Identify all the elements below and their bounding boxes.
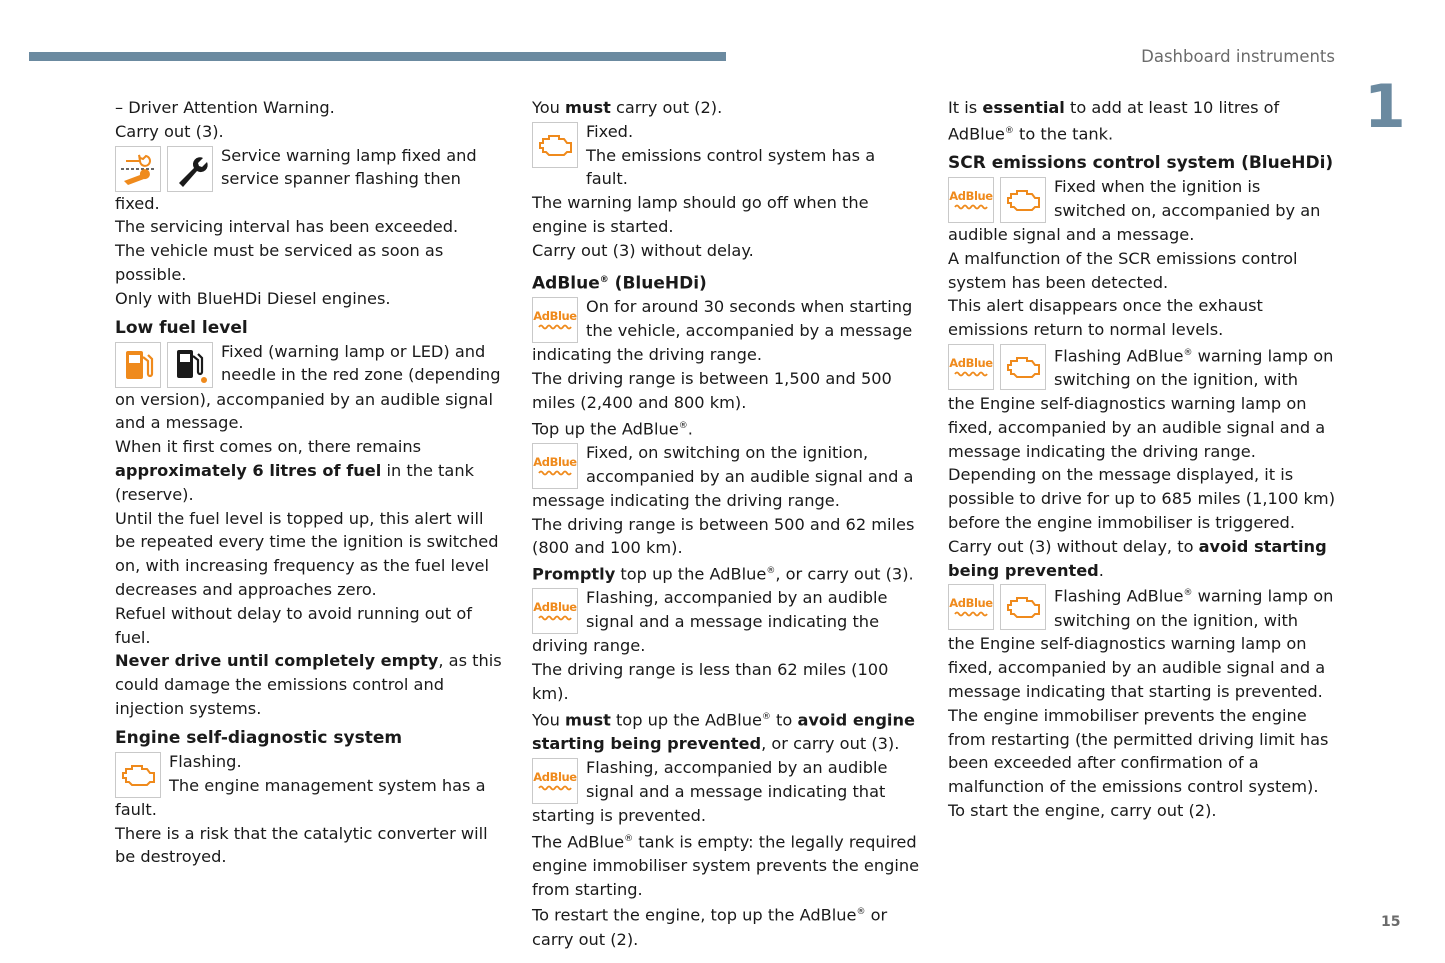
heading-adblue: AdBlue® (BlueHDi) xyxy=(532,273,707,294)
paragraph: The driving range is between 500 and 62 miles (800 and 100 km). xyxy=(532,514,915,558)
paragraph: Only with BlueHDi Diesel engines. xyxy=(115,288,391,308)
paragraph: fixed. xyxy=(115,193,160,213)
adblue-icon: AdBlue xyxy=(532,588,578,634)
paragraph: The AdBlue® tank is empty: the legally required engine immobiliser system prevents the engine from starting. xyxy=(532,831,920,899)
adblue-flashing-range-block xyxy=(532,586,922,634)
adblue-icon: AdBlue xyxy=(532,443,578,489)
paragraph: The engine immobiliser prevents the engine from restarting (the permitted driving limit has been exceeded after confirmation of a malfunction of the emissions control system). xyxy=(948,705,1329,797)
adblue-engine-range-block xyxy=(948,342,1338,392)
paragraph: the Engine self-diagnostics warning lamp on fixed, accompanied by an audible signal and a message indicating that starting is prevented. xyxy=(948,634,1326,701)
paragraph: Top up the AdBlue®. xyxy=(532,419,693,439)
paragraph: The warning lamp should go off when the engine is started. xyxy=(532,193,869,236)
paragraph: The driving range is between 1,500 and 500 miles (2,400 and 800 km). xyxy=(532,369,892,412)
engine-warning-icon xyxy=(1000,584,1046,630)
paragraph: A malfunction of the SCR emissions control system has been detected. xyxy=(948,248,1298,292)
paragraph: starting is prevented. xyxy=(532,805,707,825)
paragraph: the vehicle, accompanied by a message xyxy=(586,321,913,341)
paragraph: Fixed (warning lamp or LED) and xyxy=(221,341,486,361)
column-3 xyxy=(948,96,1338,823)
paragraph: There is a risk that the catalytic converter will be destroyed. xyxy=(115,823,488,867)
paragraph: Flashing, accompanied by an audible xyxy=(586,588,888,608)
adblue-icon: AdBlue xyxy=(948,584,994,630)
heading-engine-self-diagnostic: Engine self-diagnostic system xyxy=(115,727,403,748)
paragraph: Carry out (3) without delay. xyxy=(532,240,754,260)
fuel-pump-icon xyxy=(115,342,161,388)
paragraph: You must top up the AdBlue® to avoid engine starting being prevented, or carry out (3). xyxy=(532,710,915,753)
paragraph: Refuel without delay to avoid running out of fuel. xyxy=(115,603,473,647)
paragraph: The engine management system has a xyxy=(169,775,486,795)
adblue-icon: AdBlue xyxy=(532,297,578,343)
paragraph: It is essential to add at least 10 litres of AdBlue® to the tank. xyxy=(948,98,1280,144)
paragraph: fault. xyxy=(115,799,157,819)
low-fuel-block xyxy=(115,340,505,388)
paragraph: The driving range is less than 62 miles (100 km). xyxy=(532,660,889,703)
paragraph: Never drive until completely empty, as this could damage the emissions control and injection systems. xyxy=(115,651,502,718)
paragraph: accompanied by an audible signal and a xyxy=(586,466,914,486)
paragraph: Service warning lamp fixed and xyxy=(221,145,477,165)
service-warning-block xyxy=(115,144,505,192)
engine-fault-block xyxy=(115,750,505,798)
section-title: Dashboard instruments xyxy=(1141,47,1335,66)
paragraph: signal and a message indicating that xyxy=(586,781,886,801)
paragraph: To restart the engine, top up the AdBlue® or carry out (2). xyxy=(532,905,888,949)
column-1 xyxy=(115,96,505,869)
fuel-pump-led-icon xyxy=(167,342,213,388)
paragraph: Fixed. xyxy=(586,121,634,141)
chapter-number: 1 xyxy=(1364,72,1406,142)
paragraph: Depending on the message displayed, it is possible to drive for up to 685 miles (1,100 km) before the engine immobiliser is triggered. xyxy=(948,465,1336,532)
column-2 xyxy=(532,96,922,951)
service-spanner-icon xyxy=(167,146,213,192)
service-warning-icon xyxy=(115,146,161,192)
paragraph: The vehicle must be serviced as soon as possible. xyxy=(115,241,444,284)
adblue-engine-prevented-block xyxy=(948,582,1338,632)
paragraph: Flashing. xyxy=(169,751,242,771)
paragraph: Flashing, accompanied by an audible xyxy=(586,757,888,777)
paragraph: Carry out (3) without delay, to avoid starting being prevented. xyxy=(948,536,1327,580)
engine-warning-icon xyxy=(115,752,161,798)
paragraph: Flashing AdBlue® warning lamp on xyxy=(1054,586,1334,606)
paragraph: message indicating the driving range. xyxy=(532,490,840,510)
paragraph: the Engine self-diagnostics warning lamp on fixed, accompanied by an audible signal and a message indicating the driving range. xyxy=(948,393,1326,461)
adblue-icon: AdBlue xyxy=(532,758,578,804)
paragraph: – Driver Attention Warning. xyxy=(115,98,335,117)
engine-warning-icon xyxy=(1000,344,1046,390)
emissions-fault-block xyxy=(532,120,922,191)
heading-scr-emissions: SCR emissions control system (BlueHDi) xyxy=(948,152,1334,173)
header-accent-bar xyxy=(29,52,726,61)
paragraph: Until the fuel level is topped up, this alert will be repeated every time the ignition is switched on, with increasing frequency as the fuel level decreases and approaches zero. xyxy=(115,508,499,599)
paragraph: When it first comes on, there remains approximately 6 litres of fuel in the tank (reserve). xyxy=(115,437,474,504)
page-number: 15 xyxy=(1381,914,1401,930)
paragraph: To start the engine, carry out (2). xyxy=(948,800,1217,820)
adblue-icon: AdBlue xyxy=(948,177,994,223)
paragraph: signal and a message indicating the xyxy=(586,612,880,632)
paragraph: The servicing interval has been exceeded. xyxy=(115,217,459,237)
adblue-flashing-prevented-block xyxy=(532,756,922,804)
paragraph: Fixed, on switching on the ignition, xyxy=(586,442,869,462)
engine-warning-icon xyxy=(532,122,578,168)
paragraph: service spanner flashing then xyxy=(221,169,461,189)
paragraph: Promptly top up the AdBlue®, or carry out (3). xyxy=(532,564,914,584)
paragraph: driving range. xyxy=(532,636,646,656)
adblue-fixed-block xyxy=(532,441,922,489)
paragraph: The emissions control system has a fault. xyxy=(586,145,876,189)
paragraph: switching on the ignition, with xyxy=(1054,610,1299,630)
paragraph: indicating the driving range. xyxy=(532,345,762,365)
paragraph: needle in the red zone (depending xyxy=(221,365,501,385)
paragraph: You must carry out (2). xyxy=(532,98,723,117)
paragraph: Fixed when the ignition is xyxy=(1054,176,1261,196)
paragraph: switched on, accompanied by an xyxy=(1054,200,1321,220)
engine-warning-icon xyxy=(1000,177,1046,223)
paragraph: audible signal and a message. xyxy=(948,224,1195,244)
paragraph: On for around 30 seconds when starting xyxy=(586,297,913,317)
adblue-30s-block xyxy=(532,295,922,343)
paragraph: This alert disappears once the exhaust emissions return to normal levels. xyxy=(948,296,1263,340)
paragraph: switching on the ignition, with xyxy=(1054,370,1299,390)
paragraph: on version), accompanied by an audible signal and a message. xyxy=(115,389,493,433)
paragraph: Flashing AdBlue® warning lamp on xyxy=(1054,346,1334,366)
scr-fixed-block xyxy=(948,175,1338,223)
heading-low-fuel: Low fuel level xyxy=(115,317,248,338)
paragraph: Carry out (3). xyxy=(115,121,224,141)
adblue-icon: AdBlue xyxy=(948,344,994,390)
